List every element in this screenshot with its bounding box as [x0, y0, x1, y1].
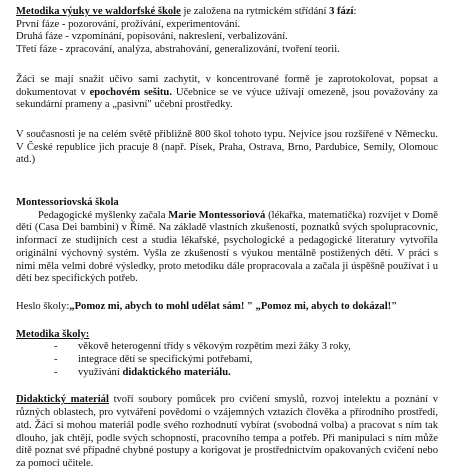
spacer [16, 184, 438, 197]
list-item: - věkově heterogenní třídy s věkovým rozpětím mezi žáky 3 roky, [54, 341, 438, 354]
spacer [16, 314, 438, 329]
didactic-heading: Didaktický materiál [16, 394, 109, 406]
waldorf-heading: Metodika výuky ve waldorfské škole [16, 6, 181, 17]
waldorf-epoch-notebook: epochovém sešitu. [89, 86, 172, 98]
waldorf-p2-text-a: Žáci se mají snažit učivo sami zachytit, v koncentrované formě je zaprotokolovat, popsat a dokumentovat v [16, 73, 438, 98]
montessori-heading: Montessoriovská škola [16, 197, 119, 209]
montessori-p1-text-b: (lékařka, matematička) rozvíjet v Domě dětí (Casa Dei bambini) v Římě. Na základě vlastních zkušeností, poznatků svých spolupracovnic, informací ze studijních cest a studia lékařské, psychologické a pedagogické literatury vytvořila originální výchovný systém. Vyšla ze zkušeností s výukou mentálně postižených dětí. V práci s nimi měla velmi dobré výsledky, proto metodiku dále propracovala a začala ji úspěšně používat i u dětí bez specifických potřeb. [16, 209, 438, 285]
spacer [16, 379, 438, 394]
waldorf-phase-2: Druhá fáze - vzpomínání, popisování, nakreslení, verbalizování. [16, 31, 288, 43]
montessori-paragraph-1 [16, 210, 438, 286]
didactic-text: tvoří soubory pomůcek pro cvičení smyslů, rozvoj intelektu a poznání v různých oblastech, pro vytváření povědomí o vzájemných vztazích člověka a přírodního prostředí, atd. Žáci si mohou materiál podle svého rozhodnutí vybírat (svobodná volba) a pracovat s ním tak dlouho, jak chtějí, podle svých schopností, pracovního tempa a potřeb. Při manipulaci s ním může dítě poznat své případné chybné postupy a korigovat je prostřednictvím opakovaných cvičení nebo za pomoci učitele. [16, 394, 439, 469]
motto-label: Heslo školy: [16, 300, 70, 312]
montessori-method-heading: Metodika školy: [16, 328, 90, 340]
spacer [16, 167, 438, 184]
motto-first: „Pomoz mi, abych to mohl udělat sám! " [69, 300, 253, 312]
waldorf-phase-3: Třetí fáze - zpracování, analýza, abstrahování, generalizování, tvoření teorii. [16, 44, 340, 56]
montessori-method-list [16, 341, 438, 379]
list-item [54, 367, 438, 380]
waldorf-phase-1: První fáze - pozorování, prožívání, experimentování. [16, 18, 241, 30]
spacer [16, 286, 438, 301]
spacer [16, 57, 438, 74]
spacer [16, 112, 438, 129]
waldorf-intro [16, 6, 438, 19]
waldorf-intro-end: : [353, 6, 357, 17]
list-item-text: využívání [78, 366, 123, 378]
montessori-motto [16, 301, 438, 314]
waldorf-p2-text-b: Učebnice se ve výuce užívají omezeně, jsou považovány za sekundární prameny a „pasivní" učební prostředky. [16, 86, 438, 111]
waldorf-paragraph-2 [16, 74, 438, 112]
montessori-p1-text-a: Pedagogické myšlenky začala [38, 209, 169, 221]
didactic-paragraph [16, 394, 438, 470]
didactic-material-term: didaktického materiálu. [122, 366, 231, 378]
montessori-founder-name: Marie Montessoriová [168, 209, 266, 221]
list-item: - integrace dětí se specifickými potřebami, [54, 354, 438, 367]
motto-second: „Pomoz mi, abych to dokázal!" [252, 300, 398, 312]
waldorf-phases-count: 3 fází [329, 6, 354, 17]
waldorf-paragraph-3: V současnosti je na celém světě přibližně 800 škol tohoto typu. Nejvíce jsou rozšířené v Německu. V České republice jich pracuje 8 (např. Písek, Praha, Ostrava, Brno, Pardubice, Semily, Olomouc atd.) [16, 128, 438, 166]
waldorf-intro-text: je založena na rytmickém střídání [180, 6, 330, 17]
